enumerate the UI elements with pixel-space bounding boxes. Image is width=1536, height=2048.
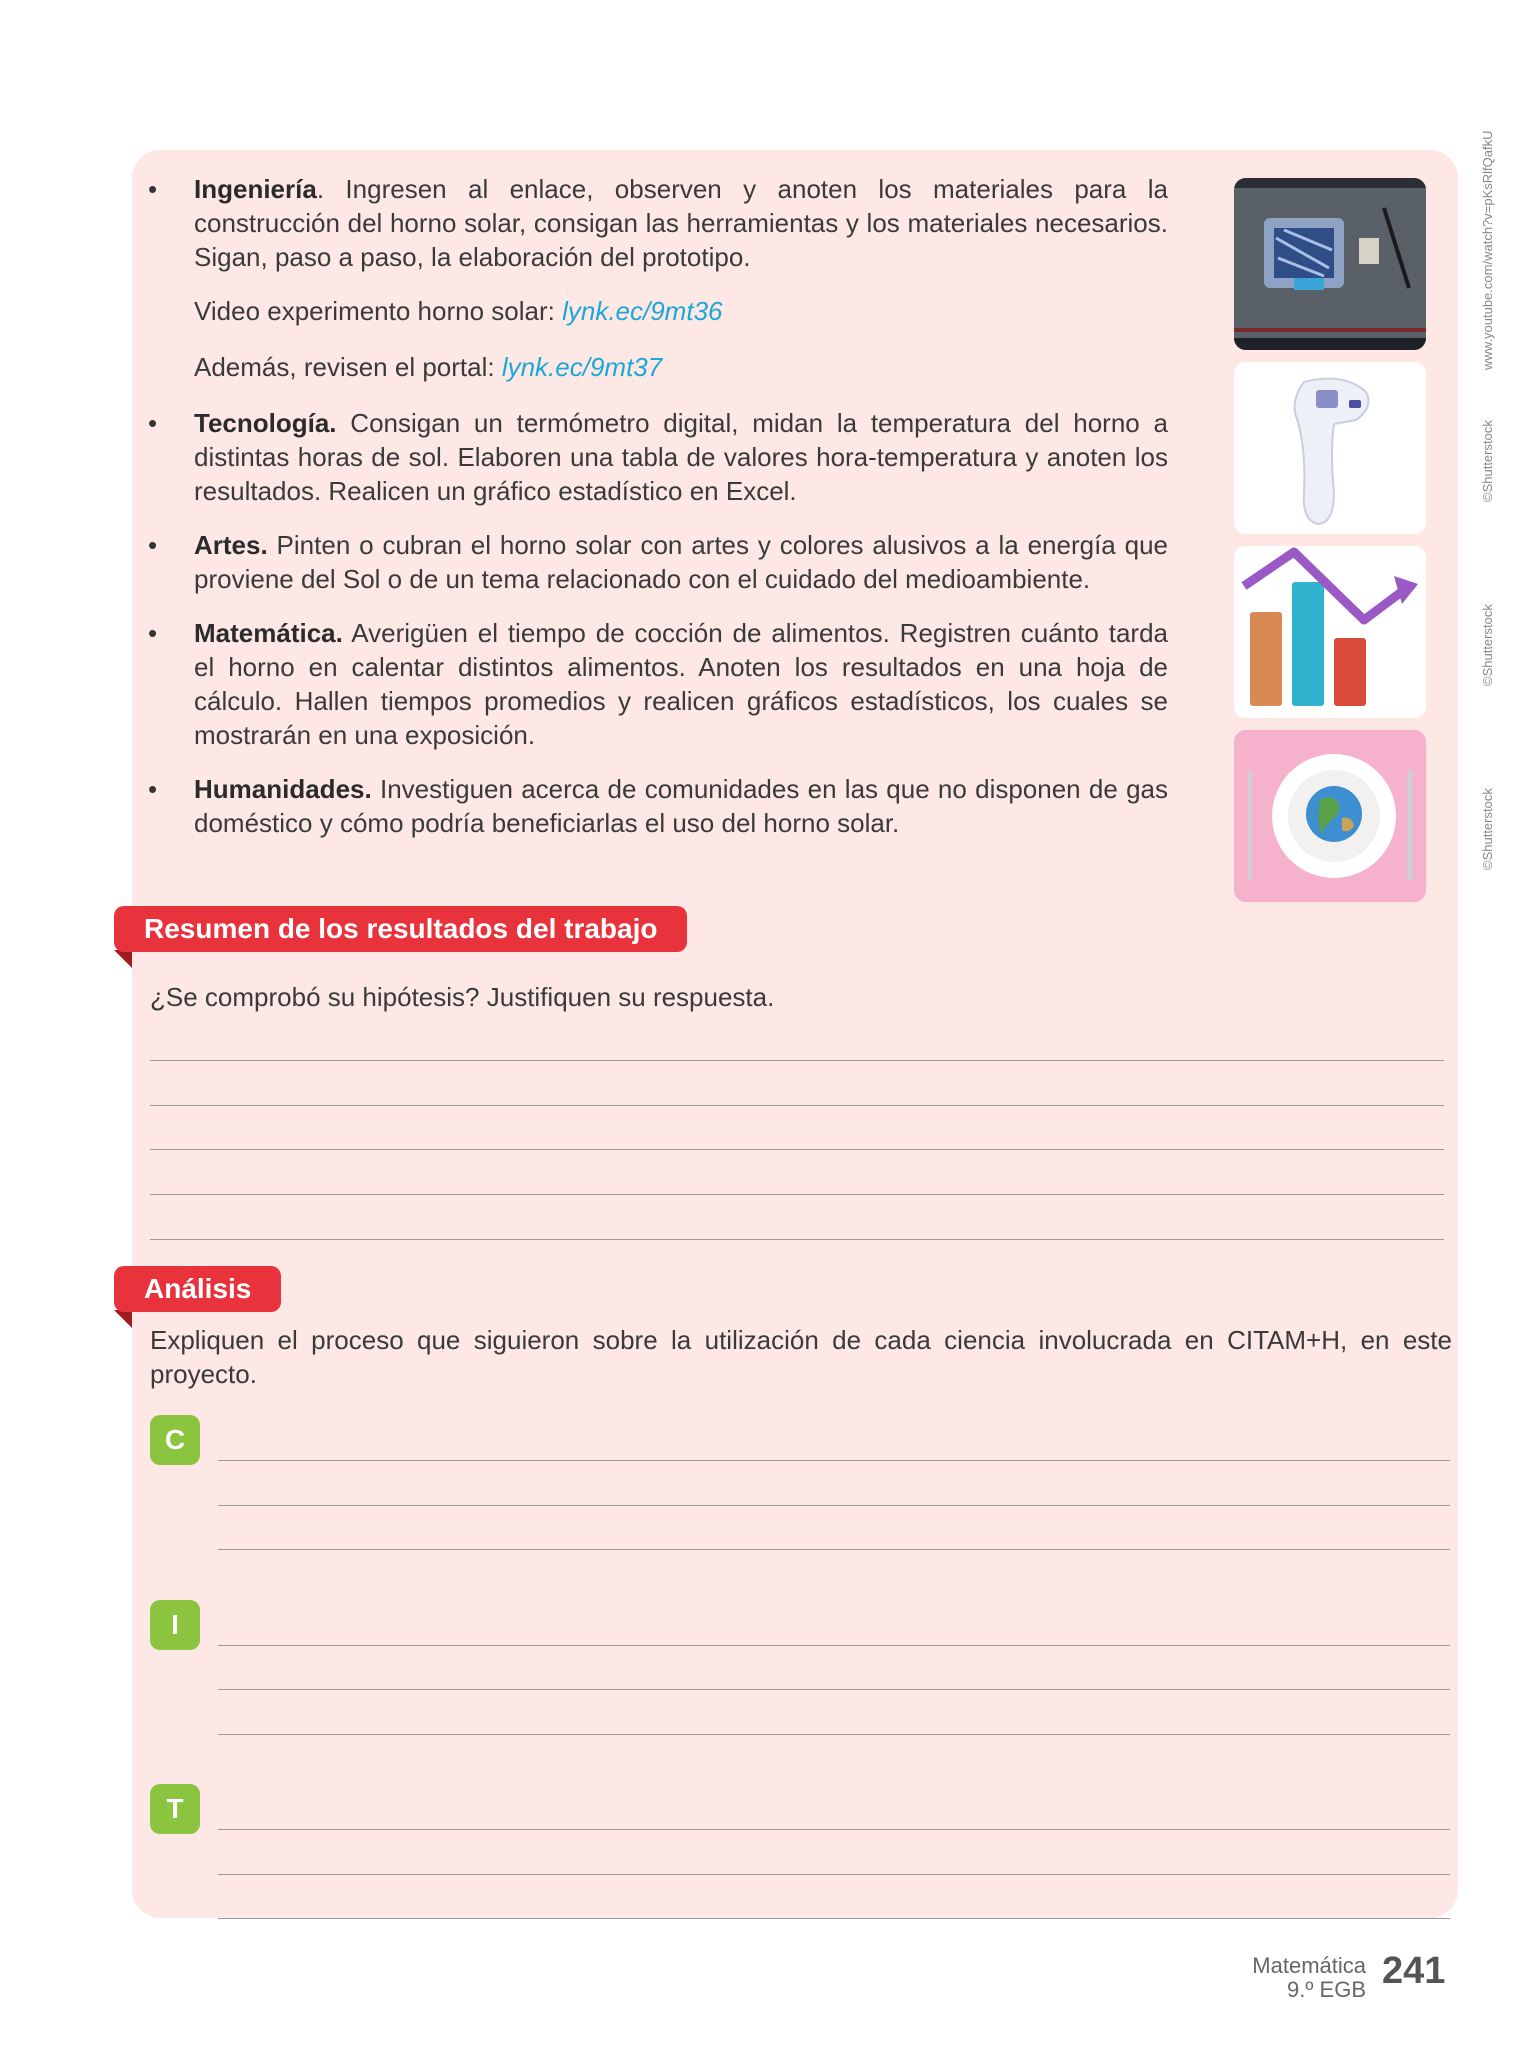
list-item-matematica <box>148 616 1168 752</box>
page-number: 241 <box>1382 1950 1446 1992</box>
answer-line[interactable] <box>150 1194 1444 1195</box>
portal-label: Además, revisen el portal: <box>194 352 502 382</box>
item-text: . Ingresen al enlace, observen y anoten los materiales para la construcción del horno solar, consigan las herramientas y los materiales necesarios. Sigan, paso a paso, la elaboración del prototipo. <box>194 174 1168 272</box>
resumen-question: ¿Se comprobó su hipótesis? Justifiquen su respuesta. <box>150 982 775 1012</box>
tag-notch <box>114 1310 132 1328</box>
item-text: Consigan un termómetro digital, midan la temperatura del horno a distintas horas de sol. Elaboren una tabla de valores hora-temperatura y anoten los resultados. Realicen un gráfico estadístico en Excel. <box>194 408 1168 506</box>
item-text: Averigüen el tiempo de cocción de alimentos. Registren cuánto tarda el horno en calentar distintos alimentos. Anoten los resultados en una hoja de cálculo. Hallen tiempos promedios y realicen gráficos estadísticos, los cuales se mostrarán en una exposición. <box>194 618 1168 750</box>
answer-line[interactable] <box>218 1549 1450 1550</box>
thermometer-image <box>1234 362 1426 534</box>
discipline-list <box>148 172 1168 860</box>
letter-badge-t: T <box>150 1784 200 1834</box>
item-title: Ingeniería <box>194 174 317 204</box>
answer-line[interactable] <box>150 1239 1444 1240</box>
resumen-heading: Resumen de los resultados del trabajo <box>114 906 687 952</box>
answer-line[interactable] <box>218 1918 1450 1919</box>
tag-notch <box>114 950 132 968</box>
bar-chart-image <box>1234 546 1426 718</box>
answer-line[interactable] <box>218 1734 1450 1735</box>
grade-label: 9.º EGB <box>1287 1977 1366 2002</box>
list-item-artes <box>148 528 1168 596</box>
video-link[interactable]: lynk.ec/9mt36 <box>562 296 723 326</box>
footer-subject <box>1252 1954 1366 2002</box>
item-title: Artes. <box>194 530 268 560</box>
letter-badge-c: C <box>150 1415 200 1465</box>
answer-line[interactable] <box>218 1689 1450 1690</box>
video-label: Video experimento horno solar: <box>194 296 563 326</box>
answer-line[interactable] <box>218 1505 1450 1506</box>
analisis-heading: Análisis <box>114 1266 281 1312</box>
shutterstock-credit: ©Shutterstock <box>1480 420 1495 502</box>
answer-line[interactable] <box>218 1645 1450 1646</box>
answer-line[interactable] <box>150 1149 1444 1150</box>
shutterstock-credit: ©Shutterstock <box>1480 604 1495 686</box>
answer-line[interactable] <box>150 1105 1444 1106</box>
item-text: Pinten o cubran el horno solar con artes y colores alusivos a la energía que proviene del Sol o de un tema relacionado con el cuidado del medioambiente. <box>194 530 1168 594</box>
list-item-humanidades <box>148 772 1168 840</box>
list-item-tecnologia <box>148 406 1168 508</box>
item-title: Matemática. <box>194 618 343 648</box>
youtube-credit: www.youtube.com/watch?v=pKsRlfQafkU <box>1480 130 1495 370</box>
portal-link[interactable]: lynk.ec/9mt37 <box>501 352 663 382</box>
letter-badge-i: I <box>150 1600 200 1650</box>
item-title: Tecnología. <box>194 408 337 438</box>
item-title: Humanidades. <box>194 774 372 804</box>
globe-plate-image <box>1234 730 1426 902</box>
video-thumbnail-image[interactable] <box>1234 178 1426 350</box>
item-text: Investiguen acerca de comunidades en las que no disponen de gas doméstico y cómo podría beneficiarlas el uso del horno solar. <box>194 774 1168 838</box>
subject-label: Matemática <box>1252 1953 1366 1978</box>
list-item-ingenieria <box>148 172 1168 274</box>
answer-line[interactable] <box>150 1060 1444 1061</box>
shutterstock-credit: ©Shutterstock <box>1480 788 1495 870</box>
analisis-prompt: Expliquen el proceso que siguieron sobre la utilización de cada ciencia involucrada en CITAM+H, en este proyecto. <box>150 1325 1452 1389</box>
answer-line[interactable] <box>218 1874 1450 1875</box>
answer-line[interactable] <box>218 1829 1450 1830</box>
answer-line[interactable] <box>218 1460 1450 1461</box>
